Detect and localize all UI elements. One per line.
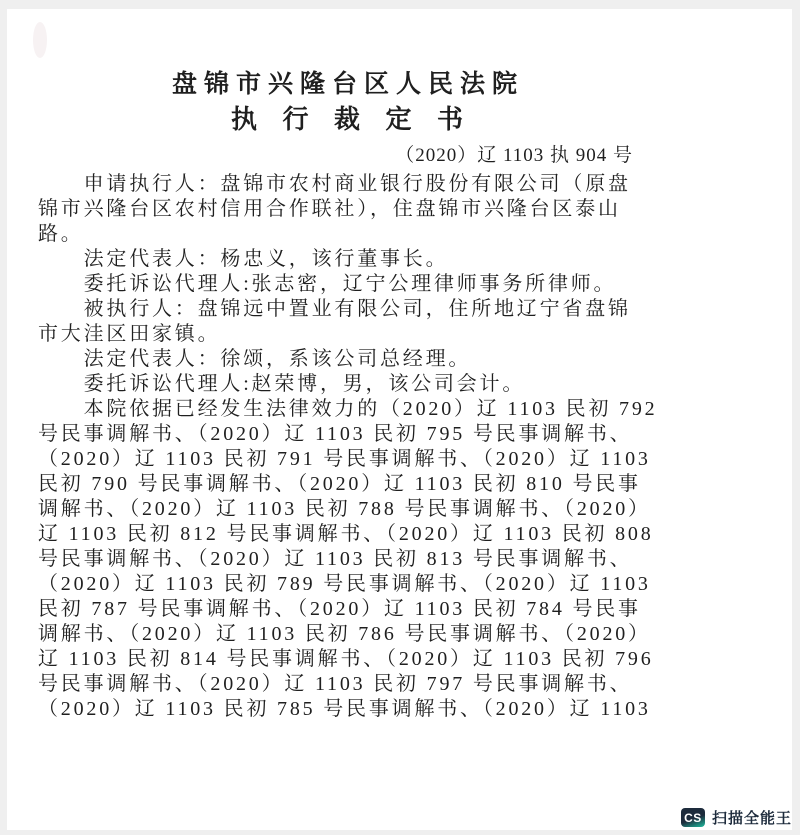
- document-page: [7, 9, 792, 830]
- body-line: 号民事调解书、（2020）辽 1103 民初 813 号民事调解书、: [38, 548, 633, 570]
- court-name: 盘锦市兴隆台区人民法院: [171, 71, 524, 98]
- body-line: 辽 1103 民初 812 号民事调解书、（2020）辽 1103 民初 808: [38, 523, 654, 545]
- body-line: 调解书、（2020）辽 1103 民初 786 号民事调解书、（2020）: [38, 623, 651, 645]
- body-line: （2020）辽 1103 民初 785 号民事调解书、（2020）辽 1103: [38, 698, 651, 720]
- camscanner-watermark: [681, 807, 792, 828]
- camscanner-logo-icon: [681, 808, 705, 827]
- body-line: 委托诉讼代理人:张志密，辽宁公理律师事务所律师。: [38, 273, 617, 295]
- camscanner-label: 扫描全能王: [711, 810, 792, 827]
- body-line: 锦市兴隆台区农村信用合作联社），住盘锦市兴隆台区泰山: [38, 198, 621, 220]
- body-line: （2020）辽 1103 民初 791 号民事调解书、（2020）辽 1103: [38, 448, 651, 470]
- body-line: 法定代表人：杨忠义，该行董事长。: [38, 248, 449, 270]
- body-line: 号民事调解书、（2020）辽 1103 民初 795 号民事调解书、: [38, 423, 633, 445]
- body-line: 辽 1103 民初 814 号民事调解书、（2020）辽 1103 民初 796: [38, 648, 654, 670]
- body-line: 本院依据已经发生法律效力的（2020）辽 1103 民初 792: [38, 398, 658, 420]
- body-line: 调解书、（2020）辽 1103 民初 788 号民事调解书、（2020）: [38, 498, 651, 520]
- document-title: 执 行 裁 定 书: [230, 105, 465, 134]
- document-body: [38, 172, 658, 722]
- camscanner-badge-text: CS: [684, 810, 702, 825]
- case-number: （2020）辽 1103 执 904 号: [395, 145, 633, 166]
- body-line: （2020）辽 1103 民初 789 号民事调解书、（2020）辽 1103: [38, 573, 651, 595]
- body-line: 号民事调解书、（2020）辽 1103 民初 797 号民事调解书、: [38, 673, 633, 695]
- body-line: 民初 787 号民事调解书、（2020）辽 1103 民初 784 号民事: [38, 598, 641, 620]
- document-text-column: [38, 9, 658, 722]
- body-line: 民初 790 号民事调解书、（2020）辽 1103 民初 810 号民事: [38, 473, 641, 495]
- body-line: 法定代表人：徐颂，系该公司总经理。: [38, 348, 472, 370]
- body-line: 被执行人：盘锦远中置业有限公司，住所地辽宁省盘锦: [38, 298, 631, 320]
- body-line: 委托诉讼代理人:赵荣博，男，该公司会计。: [38, 373, 526, 395]
- body-line: 市大洼区田家镇。: [38, 323, 221, 345]
- body-line: 申请执行人：盘锦市农村商业银行股份有限公司（原盘: [38, 173, 631, 195]
- body-line: 路。: [38, 223, 84, 245]
